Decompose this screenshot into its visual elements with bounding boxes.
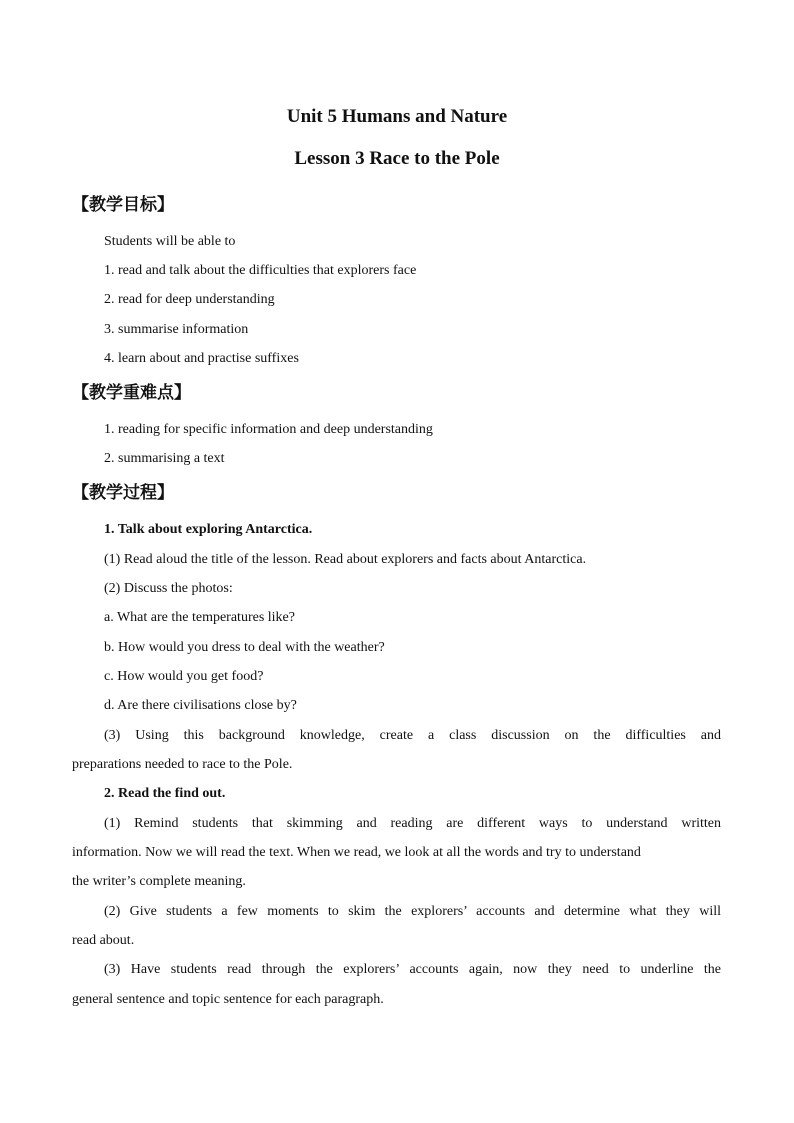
- objective-item: 3. summarise information: [104, 322, 249, 337]
- unit-title: Unit 5 Humans and Nature: [286, 106, 508, 127]
- question-a: a. What are the temperatures like?: [104, 610, 295, 625]
- step2-title: 2. Read the find out.: [104, 786, 226, 801]
- step1-line: (3) Using this background knowledge, create a class discussion on the difficulties and: [104, 728, 721, 743]
- key-point-item: 1. reading for specific information and deep understanding: [104, 422, 433, 437]
- question-b: b. How would you dress to deal with the weather?: [104, 640, 385, 655]
- objective-item: 2. read for deep understanding: [104, 292, 275, 307]
- process-heading: 【教学过程】: [72, 483, 174, 503]
- step1-line: preparations needed to race to the Pole.: [72, 757, 293, 772]
- step2-line: the writer’s complete meaning.: [72, 874, 246, 889]
- step2-line: information. Now we will read the text. When we read, we look at all the words and try to understand: [72, 845, 641, 860]
- step1-line: (2) Discuss the photos:: [104, 581, 233, 596]
- objective-item: 4. learn about and practise suffixes: [104, 351, 299, 366]
- question-c: c. How would you get food?: [104, 669, 264, 684]
- key-point-item: 2. summarising a text: [104, 451, 225, 466]
- step1-line: (1) Read aloud the title of the lesson. Read about explorers and facts about Antarctica.: [104, 552, 587, 567]
- lesson-title: Lesson 3 Race to the Pole: [294, 148, 500, 169]
- objective-item: 1. read and talk about the difficulties that explorers face: [104, 263, 417, 278]
- step2-line: (3) Have students read through the explorers’ accounts again, now they need to underline the: [104, 962, 721, 977]
- step2-line: (1) Remind students that skimming and reading are different ways to understand written: [104, 816, 721, 831]
- objectives-intro: Students will be able to: [104, 234, 236, 249]
- question-d: d. Are there civilisations close by?: [104, 698, 297, 713]
- objectives-heading: 【教学目标】: [72, 195, 174, 215]
- step1-title: 1. Talk about exploring Antarctica.: [104, 522, 313, 537]
- step2-line: general sentence and topic sentence for each paragraph.: [72, 992, 384, 1007]
- key-points-heading: 【教学重难点】: [72, 383, 191, 403]
- step2-line: (2) Give students a few moments to skim the explorers’ accounts and determine what they will: [104, 904, 721, 919]
- step2-line: read about.: [72, 933, 135, 948]
